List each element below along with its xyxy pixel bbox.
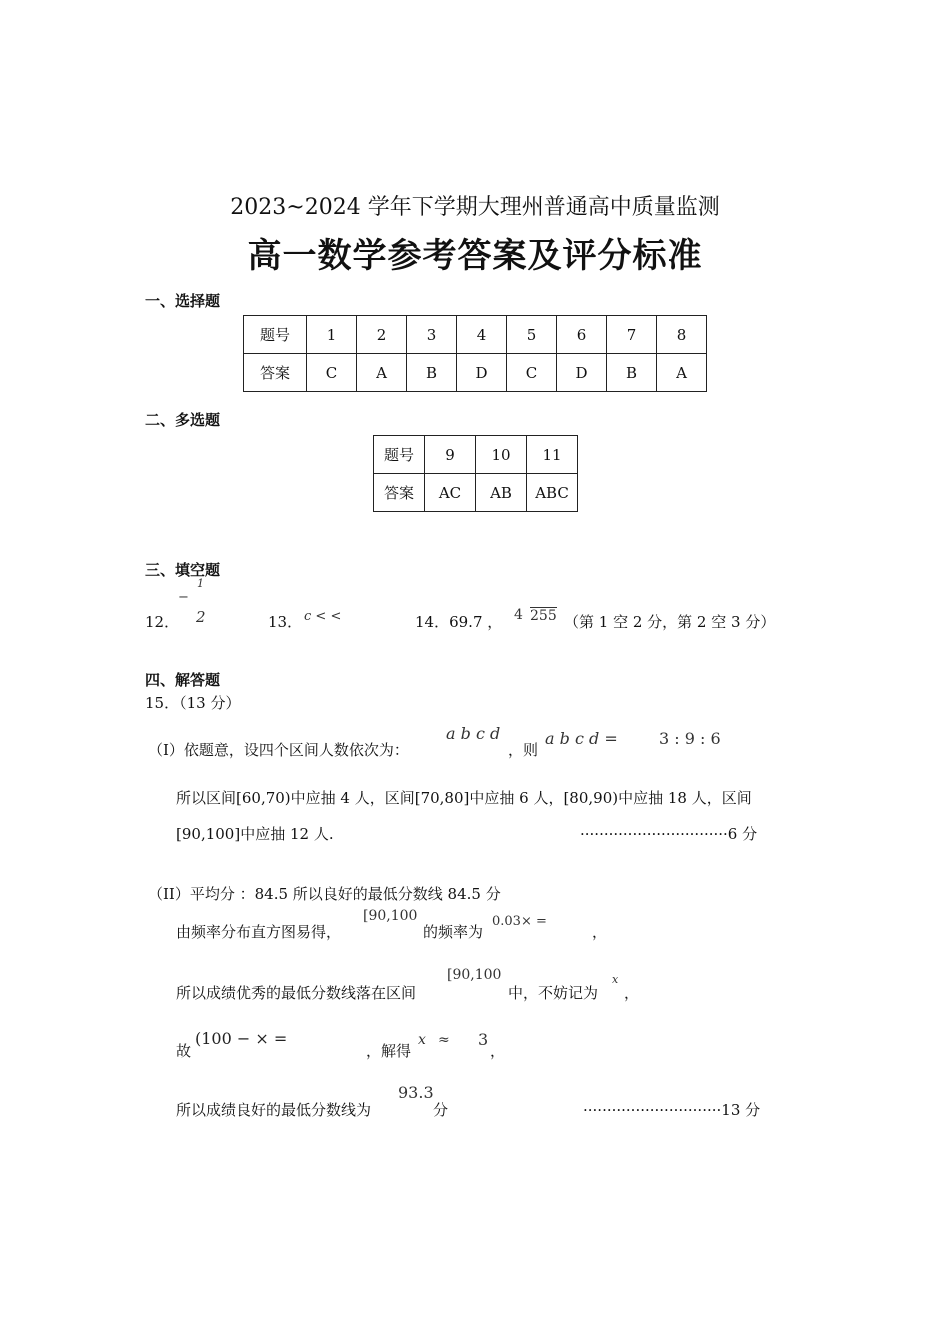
part2-comma-2: ，: [624, 984, 640, 1002]
part1-variables: a b c d: [446, 724, 501, 743]
part1-ratio-lhs: a b c d =: [545, 729, 618, 748]
q13-answer: c < <: [304, 609, 342, 624]
part2-freq-label: 的频率为: [423, 923, 484, 941]
table-cell: 3: [407, 316, 457, 354]
table-cell: AC: [425, 474, 476, 512]
part2-approx: ≈: [438, 1032, 450, 1048]
part2-comma-3: ，: [490, 1042, 506, 1060]
q12-frac-numerator: 1: [197, 577, 204, 590]
part2-equation: (100 − × =: [195, 1029, 288, 1048]
table-cell: B: [607, 354, 657, 392]
table-row: [374, 474, 578, 512]
table-cell: 7: [607, 316, 657, 354]
section-fill-title: 三、填空题: [145, 561, 221, 579]
table-cell: C: [507, 354, 557, 392]
part1-ratio-rhs: 3 : 9 : 6: [659, 729, 721, 748]
part2-hence: 故: [176, 1042, 192, 1060]
table-header-cell: 答案: [244, 354, 307, 392]
part2-var-x: x: [612, 973, 619, 986]
q14-score-note: （第 1 空 2 分，第 2 空 3 分）: [564, 613, 776, 631]
section-solve-title: 四、解答题: [145, 671, 221, 689]
table-cell: 10: [476, 436, 527, 474]
part2-result: 3: [478, 1030, 489, 1049]
part2-freq-intro: 由频率分布直方图易得，: [176, 923, 342, 941]
table-cell: D: [457, 354, 507, 392]
part2-interval-2: [90,100: [447, 967, 502, 983]
q14-sqrt-radicand: 255: [530, 608, 557, 624]
q15-heading: 15．（13 分）: [145, 694, 241, 712]
table-cell: 8: [657, 316, 707, 354]
table-cell: 4: [457, 316, 507, 354]
table-cell: 6: [557, 316, 607, 354]
part2-interval-intro: 所以成绩优秀的最低分数线落在区间: [176, 984, 417, 1002]
table-cell: C: [307, 354, 357, 392]
part2-conclusion: 所以成绩良好的最低分数线为: [176, 1101, 372, 1119]
part1-allocation-line2: [90,100]中应抽 12 人.: [176, 825, 334, 843]
q14-number: 14．69.7 ，: [415, 613, 503, 631]
table-cell: 2: [357, 316, 407, 354]
table-row: [244, 316, 707, 354]
q12-minus-sign: −: [178, 590, 189, 605]
table-cell: A: [357, 354, 407, 392]
part2-freq-expr: 0.03× =: [492, 914, 547, 929]
q13-number: 13．: [268, 613, 303, 631]
q12-frac-denominator: 2: [196, 608, 206, 626]
choice-answer-table: [243, 315, 707, 392]
table-cell: 1: [307, 316, 357, 354]
table-header-cell: 题号: [374, 436, 425, 474]
section-multi-title: 二、多选题: [145, 411, 221, 429]
table-cell: B: [407, 354, 457, 392]
table-cell: AB: [476, 474, 527, 512]
part2-comma: ，: [592, 923, 608, 941]
part1-then: ，则: [508, 741, 539, 759]
part1-intro: （I）依题意，设四个区间人数依次为：: [148, 741, 409, 759]
section-choice-title: 一、选择题: [145, 292, 221, 310]
part1-score: ·······························6 分: [580, 825, 758, 843]
table-row: [244, 354, 707, 392]
q12-number: 12．: [145, 613, 180, 631]
part2-interval: [90,100: [363, 908, 418, 924]
table-cell: 9: [425, 436, 476, 474]
part2-denote: 中，不妨记为: [508, 984, 599, 1002]
table-row: [374, 436, 578, 474]
page-title: 高一数学参考答案及评分标准: [247, 236, 703, 276]
part2-mean: （II）平均分 ：84.5 所以良好的最低分数线 84.5 分: [148, 885, 501, 903]
table-cell: D: [557, 354, 607, 392]
table-header-cell: 题号: [244, 316, 307, 354]
table-header-cell: 答案: [374, 474, 425, 512]
table-cell: 11: [527, 436, 578, 474]
table-cell: A: [657, 354, 707, 392]
part2-solve: ，解得: [366, 1042, 412, 1060]
part2-unit: 分: [433, 1101, 449, 1119]
multi-answer-table: [373, 435, 578, 512]
part1-allocation-line1: 所以区间[60,70)中应抽 4 人，区间[70,80]中应抽 6 人，[80,90)中应抽 18 人，区间: [176, 789, 752, 807]
part2-final-value: 93.3: [398, 1083, 434, 1102]
q14-coefficient: 4: [514, 607, 523, 623]
part2-score: ·····························13 分: [583, 1101, 761, 1119]
exam-subtitle: 2023~2024 学年下学期大理州普通高中质量监测: [230, 195, 720, 220]
part2-var-x-2: x: [418, 1032, 426, 1048]
table-cell: ABC: [527, 474, 578, 512]
table-cell: 5: [507, 316, 557, 354]
